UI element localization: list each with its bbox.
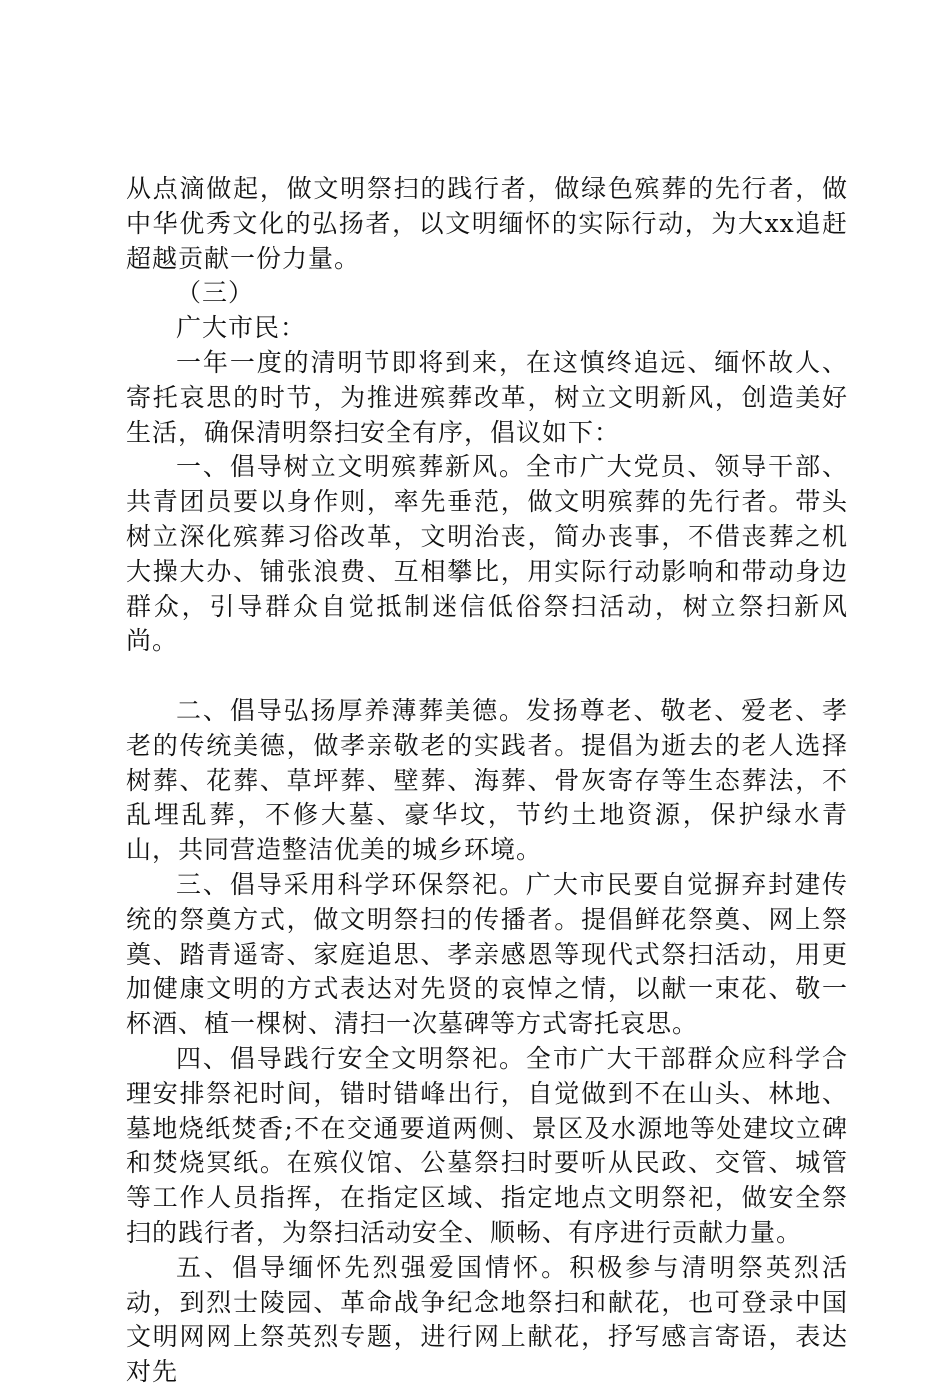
paragraph-intro: 一年一度的清明节即将到来，在这慎终追远、缅怀故人、寄托哀思的时节，为推进殡葬改革，树立文明新风，创造美好生活，确保清明祭扫安全有序，倡议如下： bbox=[126, 347, 848, 447]
section-number: （三） bbox=[176, 278, 255, 308]
paragraph-continuation: 从点滴做起，做文明祭扫的践行者，做绿色殡葬的先行者，做中华优秀文化的弘扬者，以文明缅怀的实际行动，为大xx追赶超越贡献一份力量。 bbox=[126, 174, 848, 273]
paragraph-item-3: 三、倡导采用科学环保祭祀。广大市民要自觉摒弃封建传统的祭奠方式，做文明祭扫的传播者。提倡鲜花祭奠、网上祭奠、踏青遥寄、家庭追思、孝亲感恩等现代式祭扫活动，用更加健康文明的方式表达对先贤的哀悼之情，以献一束花、敬一杯酒、植一棵树、清扫一次墓碑等方式寄托哀思。 bbox=[126, 869, 848, 1039]
paragraph-item-1: 一、倡导树立文明殡葬新风。全市广大党员、领导干部、共青团员要以身作则，率先垂范，做文明殡葬的先行者。带头树立深化殡葬习俗改革，文明治丧，简办丧事，不借丧葬之机大操大办、铺张浪费、互相攀比，用实际行动影响和带动身边群众，引导群众自觉抵制迷信低俗祭扫活动，树立祭扫新风尚。 bbox=[126, 452, 848, 656]
salutation: 广大市民： bbox=[176, 313, 307, 343]
document-body bbox=[126, 172, 848, 1390]
paragraph-item-4: 四、倡导践行安全文明祭祀。全市广大干部群众应科学合理安排祭祀时间，错时错峰出行，自觉做到不在山头、林地、墓地烧纸焚香;不在交通要道两侧、景区及水源地等处建坟立碑和焚烧冥纸。在殡仪馆、公墓祭扫时要听从民政、交管、城管等工作人员指挥，在指定区域、指定地点文明祭祀，做安全祭扫的践行者，为祭扫活动安全、顺畅、有序进行贡献力量。 bbox=[126, 1043, 848, 1247]
paragraph-item-2: 二、倡导弘扬厚养薄葬美德。发扬尊老、敬老、爱老、孝老的传统美德，做孝亲敬老的实践者。提倡为逝去的老人选择树葬、花葬、草坪葬、壁葬、海葬、骨灰寄存等生态葬法，不乱埋乱葬，不修大墓、豪华坟，节约土地资源，保护绿水青山，共同营造整洁优美的城乡环境。 bbox=[126, 695, 848, 865]
blank-line bbox=[126, 659, 848, 694]
paragraph-item-5: 五、倡导缅怀先烈强爱国情怀。积极参与清明祭英烈活动，到烈士陵园、革命战争纪念地祭扫和献花，也可登录中国文明网网上祭英烈专题，进行网上献花，抒写感言寄语，表达对先 bbox=[126, 1252, 848, 1387]
